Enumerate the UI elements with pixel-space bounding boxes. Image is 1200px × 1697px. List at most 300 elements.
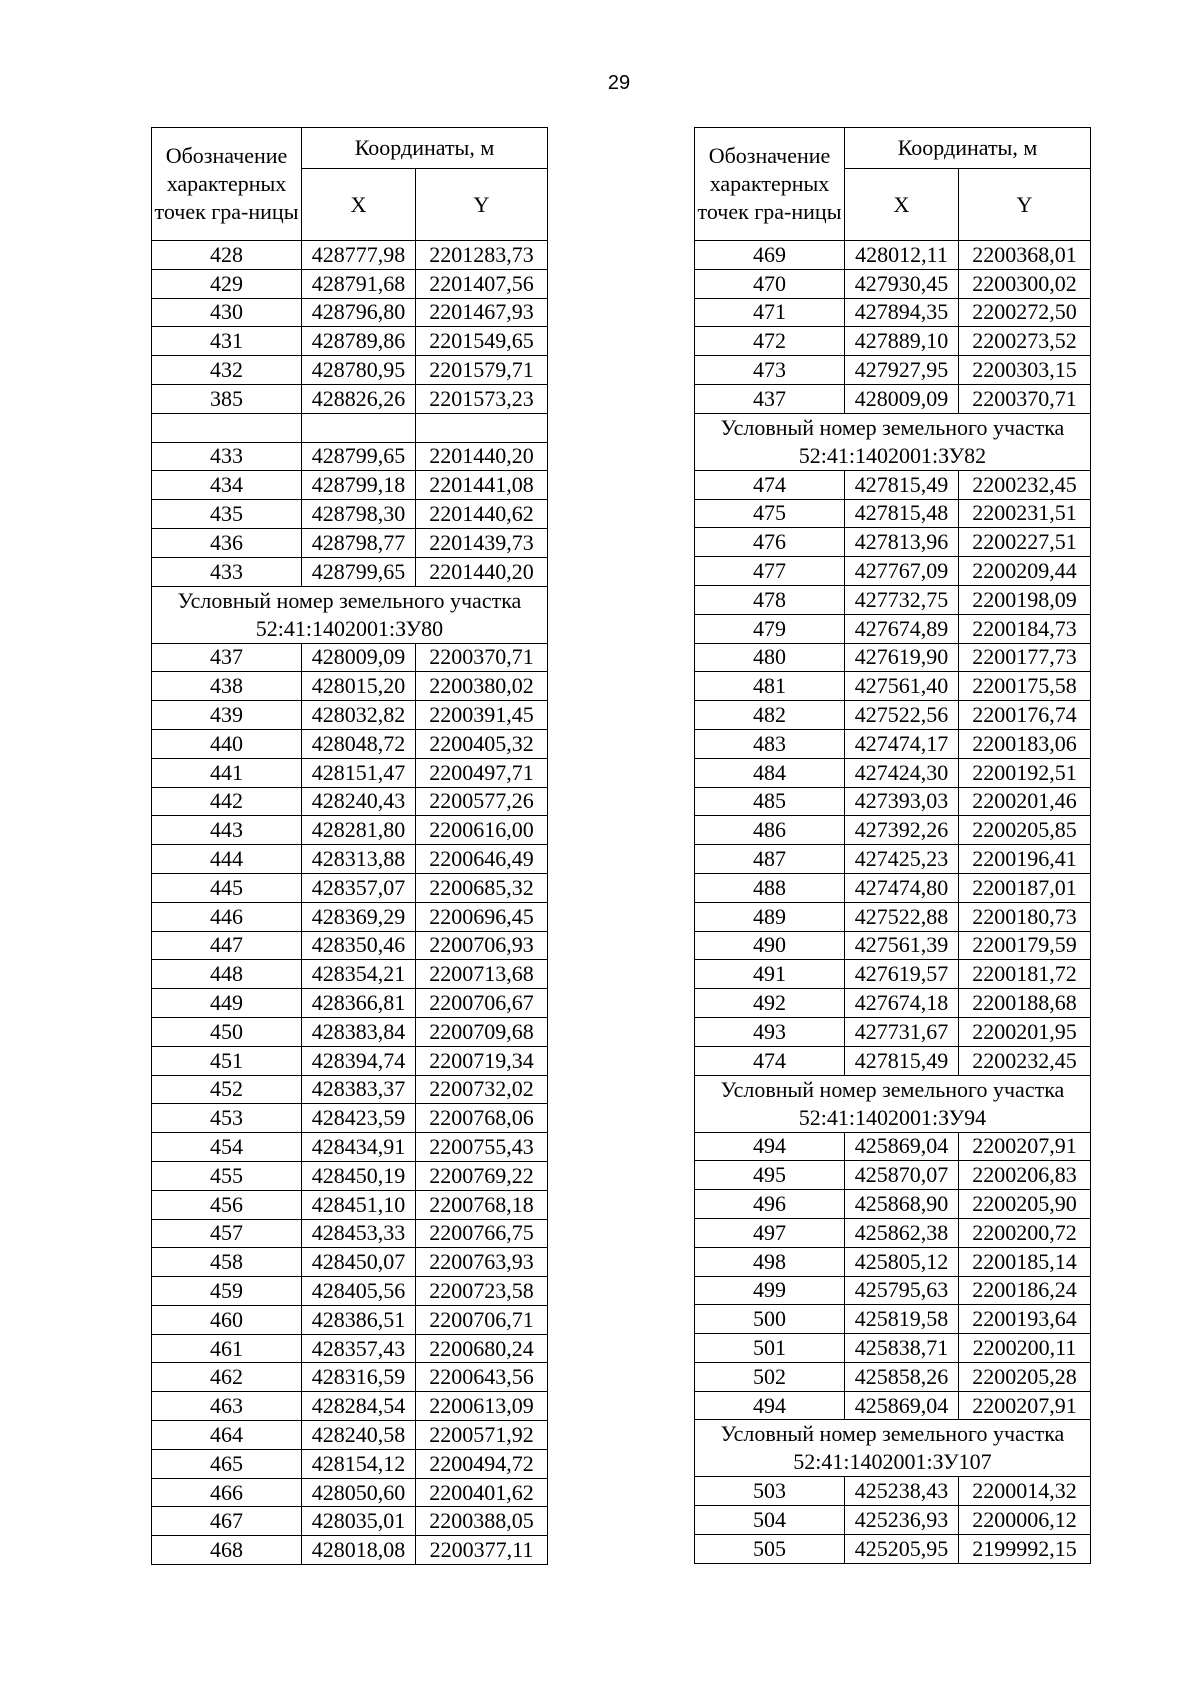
x-coordinate-cell: 427424,30 — [845, 758, 959, 787]
point-number-cell: 479 — [695, 614, 845, 643]
x-coordinate-cell: 427894,35 — [845, 298, 959, 327]
x-coordinate-cell: 425236,93 — [845, 1506, 959, 1535]
x-coordinate-cell: 428009,09 — [302, 643, 416, 672]
table-row — [695, 1305, 1091, 1334]
point-number-cell: 453 — [152, 1104, 302, 1133]
y-coordinate-cell: 2200177,73 — [959, 643, 1091, 672]
table-row — [152, 1133, 548, 1162]
table-row — [152, 269, 548, 298]
x-coordinate-cell: 428434,91 — [302, 1133, 416, 1162]
x-coordinate-cell: 427393,03 — [845, 787, 959, 816]
table-row — [695, 384, 1091, 413]
point-number-cell: 434 — [152, 471, 302, 500]
point-number-cell: 450 — [152, 1017, 302, 1046]
x-coordinate-cell: 428350,46 — [302, 931, 416, 960]
parcel-section-row — [695, 1420, 1091, 1477]
y-coordinate-cell: 2200184,73 — [959, 614, 1091, 643]
page-number: 29 — [607, 72, 631, 94]
point-number-cell: 490 — [695, 931, 845, 960]
y-coordinate-cell: 2200179,59 — [959, 931, 1091, 960]
x-coordinate-cell: 427561,39 — [845, 931, 959, 960]
x-coordinate-cell: 425795,63 — [845, 1276, 959, 1305]
table-row — [695, 787, 1091, 816]
x-coordinate-cell: 428799,65 — [302, 442, 416, 471]
x-coordinate-cell: 427767,09 — [845, 557, 959, 586]
x-coordinate-cell: 427392,26 — [845, 816, 959, 845]
y-coordinate-cell: 2200706,67 — [416, 989, 548, 1018]
point-number-cell: 433 — [152, 442, 302, 471]
table-row — [152, 643, 548, 672]
point-number-cell: 504 — [695, 1506, 845, 1535]
point-number-cell: 495 — [695, 1161, 845, 1190]
y-coordinate-cell: 2201439,73 — [416, 528, 548, 557]
parcel-number-label: Условный номер земельного участка 52:41:1402001:ЗУ107 — [695, 1420, 1091, 1477]
y-coordinate-cell: 2200232,45 — [959, 1046, 1091, 1075]
table-row — [695, 1477, 1091, 1506]
point-number-cell: 460 — [152, 1305, 302, 1334]
table-row — [695, 1218, 1091, 1247]
y-coordinate-cell: 2200006,12 — [959, 1506, 1091, 1535]
x-coordinate-cell: 428354,21 — [302, 960, 416, 989]
y-coordinate-cell: 2201407,56 — [416, 269, 548, 298]
x-coordinate-cell: 428240,58 — [302, 1421, 416, 1450]
point-number-cell: 491 — [695, 960, 845, 989]
point-number-cell: 499 — [695, 1276, 845, 1305]
point-number-cell: 483 — [695, 729, 845, 758]
y-coordinate-cell: 2201467,93 — [416, 298, 548, 327]
table-row — [695, 989, 1091, 1018]
point-number-cell: 474 — [695, 1046, 845, 1075]
table-row — [695, 1132, 1091, 1161]
y-coordinate-cell: 2200273,52 — [959, 327, 1091, 356]
x-coordinate-cell: 428015,20 — [302, 672, 416, 701]
y-coordinate-cell: 2200494,72 — [416, 1449, 548, 1478]
y-coordinate-cell: 2199992,15 — [959, 1535, 1091, 1564]
point-number-cell: 431 — [152, 327, 302, 356]
x-coordinate-cell: 425838,71 — [845, 1334, 959, 1363]
table-row — [695, 960, 1091, 989]
x-coordinate-cell: 428798,30 — [302, 500, 416, 529]
y-coordinate-cell: 2200732,02 — [416, 1075, 548, 1104]
x-coordinate-cell: 428796,80 — [302, 298, 416, 327]
point-number-cell: 497 — [695, 1218, 845, 1247]
table-row — [152, 1392, 548, 1421]
y-coordinate-cell: 2200193,64 — [959, 1305, 1091, 1334]
table-row — [695, 729, 1091, 758]
table-row — [152, 1363, 548, 1392]
x-coordinate-cell: 428281,80 — [302, 816, 416, 845]
y-coordinate-cell: 2200706,93 — [416, 931, 548, 960]
table-row — [695, 241, 1091, 270]
table-row — [695, 1276, 1091, 1305]
point-number-cell: 468 — [152, 1536, 302, 1565]
point-number-cell: 473 — [695, 356, 845, 385]
table-row — [695, 298, 1091, 327]
parcel-section-row — [695, 413, 1091, 470]
y-coordinate-cell: 2200616,00 — [416, 816, 548, 845]
y-coordinate-cell: 2200763,93 — [416, 1248, 548, 1277]
table-row — [152, 816, 548, 845]
point-number-cell: 435 — [152, 500, 302, 529]
parcel-number-label: Условный номер земельного участка 52:41:1402001:ЗУ82 — [695, 413, 1091, 470]
x-coordinate-cell: 425238,43 — [845, 1477, 959, 1506]
point-number-cell: 467 — [152, 1507, 302, 1536]
point-number-cell: 457 — [152, 1219, 302, 1248]
point-number-cell: 484 — [695, 758, 845, 787]
y-coordinate-cell: 2200192,51 — [959, 758, 1091, 787]
y-coordinate-cell: 2200646,49 — [416, 845, 548, 874]
point-number-cell: 433 — [152, 557, 302, 586]
point-number-cell: 496 — [695, 1190, 845, 1219]
x-coordinate-cell: 425819,58 — [845, 1305, 959, 1334]
point-number-cell: 494 — [695, 1391, 845, 1420]
y-coordinate-cell: 2200685,32 — [416, 873, 548, 902]
x-coordinate-cell: 427815,49 — [845, 1046, 959, 1075]
point-number-cell: 451 — [152, 1046, 302, 1075]
y-coordinate-cell: 2200180,73 — [959, 902, 1091, 931]
table-row — [152, 873, 548, 902]
table-row — [152, 1075, 548, 1104]
point-number-cell: 462 — [152, 1363, 302, 1392]
table-row — [695, 873, 1091, 902]
y-coordinate-cell: 2200227,51 — [959, 528, 1091, 557]
y-coordinate-cell: 2200181,72 — [959, 960, 1091, 989]
x-coordinate-cell: 428313,88 — [302, 845, 416, 874]
point-number-cell: 459 — [152, 1277, 302, 1306]
table-row — [152, 758, 548, 787]
x-coordinate-cell: 428050,60 — [302, 1478, 416, 1507]
header-coordinates: Координаты, м — [302, 128, 548, 169]
parcel-section-row — [695, 1075, 1091, 1132]
y-coordinate-cell: 2201440,62 — [416, 500, 548, 529]
table-row — [695, 557, 1091, 586]
point-number-cell: 454 — [152, 1133, 302, 1162]
y-coordinate-cell: 2200207,91 — [959, 1132, 1091, 1161]
x-coordinate-cell: 427813,96 — [845, 528, 959, 557]
y-coordinate-cell: 2200207,91 — [959, 1391, 1091, 1420]
table-row — [152, 1190, 548, 1219]
y-coordinate-cell: 2200205,85 — [959, 816, 1091, 845]
y-coordinate-cell: 2200696,45 — [416, 902, 548, 931]
x-coordinate-cell: 428357,43 — [302, 1334, 416, 1363]
point-number-cell: 440 — [152, 729, 302, 758]
point-number-cell: 448 — [152, 960, 302, 989]
x-coordinate-cell: 428316,59 — [302, 1363, 416, 1392]
y-coordinate-cell: 2200185,14 — [959, 1247, 1091, 1276]
point-number-cell: 455 — [152, 1161, 302, 1190]
y-coordinate-cell: 2200183,06 — [959, 729, 1091, 758]
y-coordinate-cell: 2200497,71 — [416, 758, 548, 787]
table-row — [695, 1334, 1091, 1363]
parcel-number-label: Условный номер земельного участка 52:41:1402001:ЗУ80 — [152, 586, 548, 643]
y-coordinate-cell: 2200303,15 — [959, 356, 1091, 385]
x-coordinate-cell: 428012,11 — [845, 241, 959, 270]
x-coordinate-cell: 428240,43 — [302, 787, 416, 816]
x-coordinate-cell: 428791,68 — [302, 269, 416, 298]
x-coordinate-cell: 428009,09 — [845, 384, 959, 413]
x-coordinate-cell: 427889,10 — [845, 327, 959, 356]
table-row — [695, 1506, 1091, 1535]
table-row — [152, 1248, 548, 1277]
y-coordinate-cell: 2200201,95 — [959, 1017, 1091, 1046]
point-number-cell: 442 — [152, 787, 302, 816]
x-coordinate-cell: 428284,54 — [302, 1392, 416, 1421]
table-row — [695, 1161, 1091, 1190]
x-coordinate-cell: 427561,40 — [845, 672, 959, 701]
y-coordinate-cell: 2200723,58 — [416, 1277, 548, 1306]
point-number-cell: 474 — [695, 470, 845, 499]
table-row — [152, 1305, 548, 1334]
table-row — [152, 327, 548, 356]
point-number-cell: 503 — [695, 1477, 845, 1506]
point-number-cell: 436 — [152, 528, 302, 557]
point-number-cell: 456 — [152, 1190, 302, 1219]
y-coordinate-cell: 2200680,24 — [416, 1334, 548, 1363]
y-coordinate-cell: 2200613,09 — [416, 1392, 548, 1421]
table-row — [695, 1247, 1091, 1276]
table-row — [152, 787, 548, 816]
y-coordinate-cell: 2201440,20 — [416, 442, 548, 471]
x-coordinate-cell: 428450,19 — [302, 1161, 416, 1190]
x-coordinate-cell: 425205,95 — [845, 1535, 959, 1564]
parcel-number-label: Условный номер земельного участка 52:41:1402001:ЗУ94 — [695, 1075, 1091, 1132]
y-coordinate-cell: 2200577,26 — [416, 787, 548, 816]
x-coordinate-cell: 427522,56 — [845, 701, 959, 730]
table-row — [152, 1421, 548, 1450]
x-coordinate-cell: 428453,33 — [302, 1219, 416, 1248]
x-coordinate-cell: 427732,75 — [845, 585, 959, 614]
y-coordinate-cell: 2200713,68 — [416, 960, 548, 989]
x-coordinate-cell: 428789,86 — [302, 327, 416, 356]
table-row — [695, 470, 1091, 499]
y-coordinate-cell: 2200571,92 — [416, 1421, 548, 1450]
point-number-cell: 449 — [152, 989, 302, 1018]
point-number-cell: 478 — [695, 585, 845, 614]
point-number-cell: 429 — [152, 269, 302, 298]
y-coordinate-cell: 2200232,45 — [959, 470, 1091, 499]
table-row — [152, 1449, 548, 1478]
table-row — [152, 1104, 548, 1133]
point-number-cell: 464 — [152, 1421, 302, 1450]
table-row — [152, 471, 548, 500]
point-number-cell: 505 — [695, 1535, 845, 1564]
table-row — [695, 845, 1091, 874]
x-coordinate-cell: 427927,95 — [845, 356, 959, 385]
table-row — [152, 1478, 548, 1507]
table-row — [152, 1277, 548, 1306]
point-number-cell: 465 — [152, 1449, 302, 1478]
y-coordinate-cell: 2200377,11 — [416, 1536, 548, 1565]
point-number-cell: 477 — [695, 557, 845, 586]
point-number-cell — [152, 413, 302, 442]
point-number-cell: 488 — [695, 873, 845, 902]
y-coordinate-cell: 2200719,34 — [416, 1046, 548, 1075]
y-coordinate-cell: 2200769,22 — [416, 1161, 548, 1190]
table-row — [152, 298, 548, 327]
table-row — [695, 816, 1091, 845]
table-row — [152, 356, 548, 385]
x-coordinate-cell: 427474,17 — [845, 729, 959, 758]
y-coordinate-cell: 2200187,01 — [959, 873, 1091, 902]
point-number-cell: 438 — [152, 672, 302, 701]
y-coordinate-cell: 2200186,24 — [959, 1276, 1091, 1305]
point-number-cell: 475 — [695, 499, 845, 528]
point-number-cell: 472 — [695, 327, 845, 356]
y-coordinate-cell: 2200209,44 — [959, 557, 1091, 586]
y-coordinate-cell: 2200300,02 — [959, 269, 1091, 298]
point-number-cell: 500 — [695, 1305, 845, 1334]
x-coordinate-cell: 425869,04 — [845, 1132, 959, 1161]
x-coordinate-cell: 428405,56 — [302, 1277, 416, 1306]
x-coordinate-cell: 425858,26 — [845, 1362, 959, 1391]
table-row — [152, 672, 548, 701]
table-row — [152, 1219, 548, 1248]
y-coordinate-cell: 2200709,68 — [416, 1017, 548, 1046]
x-coordinate-cell: 428798,77 — [302, 528, 416, 557]
x-coordinate-cell: 427674,89 — [845, 614, 959, 643]
x-coordinate-cell: 428018,08 — [302, 1536, 416, 1565]
point-number-cell: 471 — [695, 298, 845, 327]
table-row — [152, 845, 548, 874]
x-coordinate-cell: 427674,18 — [845, 989, 959, 1018]
coordinates-table-left — [151, 127, 548, 1565]
table-row — [695, 902, 1091, 931]
y-coordinate-cell — [416, 413, 548, 442]
x-coordinate-cell: 428450,07 — [302, 1248, 416, 1277]
y-coordinate-cell: 2201441,08 — [416, 471, 548, 500]
y-coordinate-cell: 2200755,43 — [416, 1133, 548, 1162]
table-row — [695, 701, 1091, 730]
x-coordinate-cell: 428780,95 — [302, 356, 416, 385]
y-coordinate-cell: 2200206,83 — [959, 1161, 1091, 1190]
point-number-cell: 466 — [152, 1478, 302, 1507]
point-number-cell: 437 — [695, 384, 845, 413]
x-coordinate-cell: 425805,12 — [845, 1247, 959, 1276]
point-number-cell: 501 — [695, 1334, 845, 1363]
table-row — [152, 1161, 548, 1190]
y-coordinate-cell: 2200768,18 — [416, 1190, 548, 1219]
point-number-cell: 428 — [152, 241, 302, 270]
x-coordinate-cell: 428799,18 — [302, 471, 416, 500]
x-coordinate-cell: 428394,74 — [302, 1046, 416, 1075]
y-coordinate-cell: 2201549,65 — [416, 327, 548, 356]
header-point-label: Обозначение характерных точек гра-ницы — [695, 128, 845, 241]
point-number-cell: 489 — [695, 902, 845, 931]
x-coordinate-cell: 428366,81 — [302, 989, 416, 1018]
table-row — [695, 499, 1091, 528]
table-row — [695, 356, 1091, 385]
table-row — [152, 902, 548, 931]
x-coordinate-cell: 428423,59 — [302, 1104, 416, 1133]
y-coordinate-cell: 2200388,05 — [416, 1507, 548, 1536]
point-number-cell: 469 — [695, 241, 845, 270]
point-number-cell: 445 — [152, 873, 302, 902]
table-row — [152, 500, 548, 529]
y-coordinate-cell: 2200768,06 — [416, 1104, 548, 1133]
point-number-cell: 481 — [695, 672, 845, 701]
x-coordinate-cell — [302, 413, 416, 442]
parcel-section-row — [152, 586, 548, 643]
table-row — [152, 413, 548, 442]
header-y: Y — [959, 169, 1091, 241]
x-coordinate-cell: 428386,51 — [302, 1305, 416, 1334]
point-number-cell: 498 — [695, 1247, 845, 1276]
y-coordinate-cell: 2200196,41 — [959, 845, 1091, 874]
y-coordinate-cell: 2200370,71 — [959, 384, 1091, 413]
y-coordinate-cell: 2200766,75 — [416, 1219, 548, 1248]
coordinates-table-right — [694, 127, 1091, 1564]
x-coordinate-cell: 427619,90 — [845, 643, 959, 672]
table-row — [695, 1391, 1091, 1420]
point-number-cell: 480 — [695, 643, 845, 672]
table-row — [152, 557, 548, 586]
y-coordinate-cell: 2200706,71 — [416, 1305, 548, 1334]
point-number-cell: 443 — [152, 816, 302, 845]
point-number-cell: 441 — [152, 758, 302, 787]
x-coordinate-cell: 428383,84 — [302, 1017, 416, 1046]
x-coordinate-cell: 425868,90 — [845, 1190, 959, 1219]
point-number-cell: 437 — [152, 643, 302, 672]
point-number-cell: 485 — [695, 787, 845, 816]
x-coordinate-cell: 428383,37 — [302, 1075, 416, 1104]
table-row — [695, 1535, 1091, 1564]
x-coordinate-cell: 428032,82 — [302, 701, 416, 730]
header-coordinates: Координаты, м — [845, 128, 1091, 169]
y-coordinate-cell: 2201573,23 — [416, 384, 548, 413]
y-coordinate-cell: 2201440,20 — [416, 557, 548, 586]
point-number-cell: 444 — [152, 845, 302, 874]
table-row — [695, 1046, 1091, 1075]
point-number-cell: 432 — [152, 356, 302, 385]
point-number-cell: 463 — [152, 1392, 302, 1421]
point-number-cell: 458 — [152, 1248, 302, 1277]
y-coordinate-cell: 2200370,71 — [416, 643, 548, 672]
y-coordinate-cell: 2200176,74 — [959, 701, 1091, 730]
point-number-cell: 476 — [695, 528, 845, 557]
x-coordinate-cell: 425869,04 — [845, 1391, 959, 1420]
y-coordinate-cell: 2200200,72 — [959, 1218, 1091, 1247]
y-coordinate-cell: 2200272,50 — [959, 298, 1091, 327]
table-row — [152, 241, 548, 270]
y-coordinate-cell: 2200200,11 — [959, 1334, 1091, 1363]
point-number-cell: 430 — [152, 298, 302, 327]
x-coordinate-cell: 428357,07 — [302, 873, 416, 902]
y-coordinate-cell: 2200198,09 — [959, 585, 1091, 614]
x-coordinate-cell: 427731,67 — [845, 1017, 959, 1046]
table-row — [152, 960, 548, 989]
table-row — [695, 1362, 1091, 1391]
point-number-cell: 482 — [695, 701, 845, 730]
x-coordinate-cell: 428369,29 — [302, 902, 416, 931]
table-row — [152, 442, 548, 471]
x-coordinate-cell: 428777,98 — [302, 241, 416, 270]
table-row — [695, 931, 1091, 960]
table-row — [695, 672, 1091, 701]
x-coordinate-cell: 427930,45 — [845, 269, 959, 298]
x-coordinate-cell: 428035,01 — [302, 1507, 416, 1536]
table-row — [152, 1046, 548, 1075]
header-x: X — [845, 169, 959, 241]
point-number-cell: 385 — [152, 384, 302, 413]
y-coordinate-cell: 2200643,56 — [416, 1363, 548, 1392]
y-coordinate-cell: 2201579,71 — [416, 356, 548, 385]
point-number-cell: 447 — [152, 931, 302, 960]
y-coordinate-cell: 2200205,28 — [959, 1362, 1091, 1391]
point-number-cell: 446 — [152, 902, 302, 931]
table-row — [695, 1190, 1091, 1219]
x-coordinate-cell: 428048,72 — [302, 729, 416, 758]
table-row — [695, 269, 1091, 298]
